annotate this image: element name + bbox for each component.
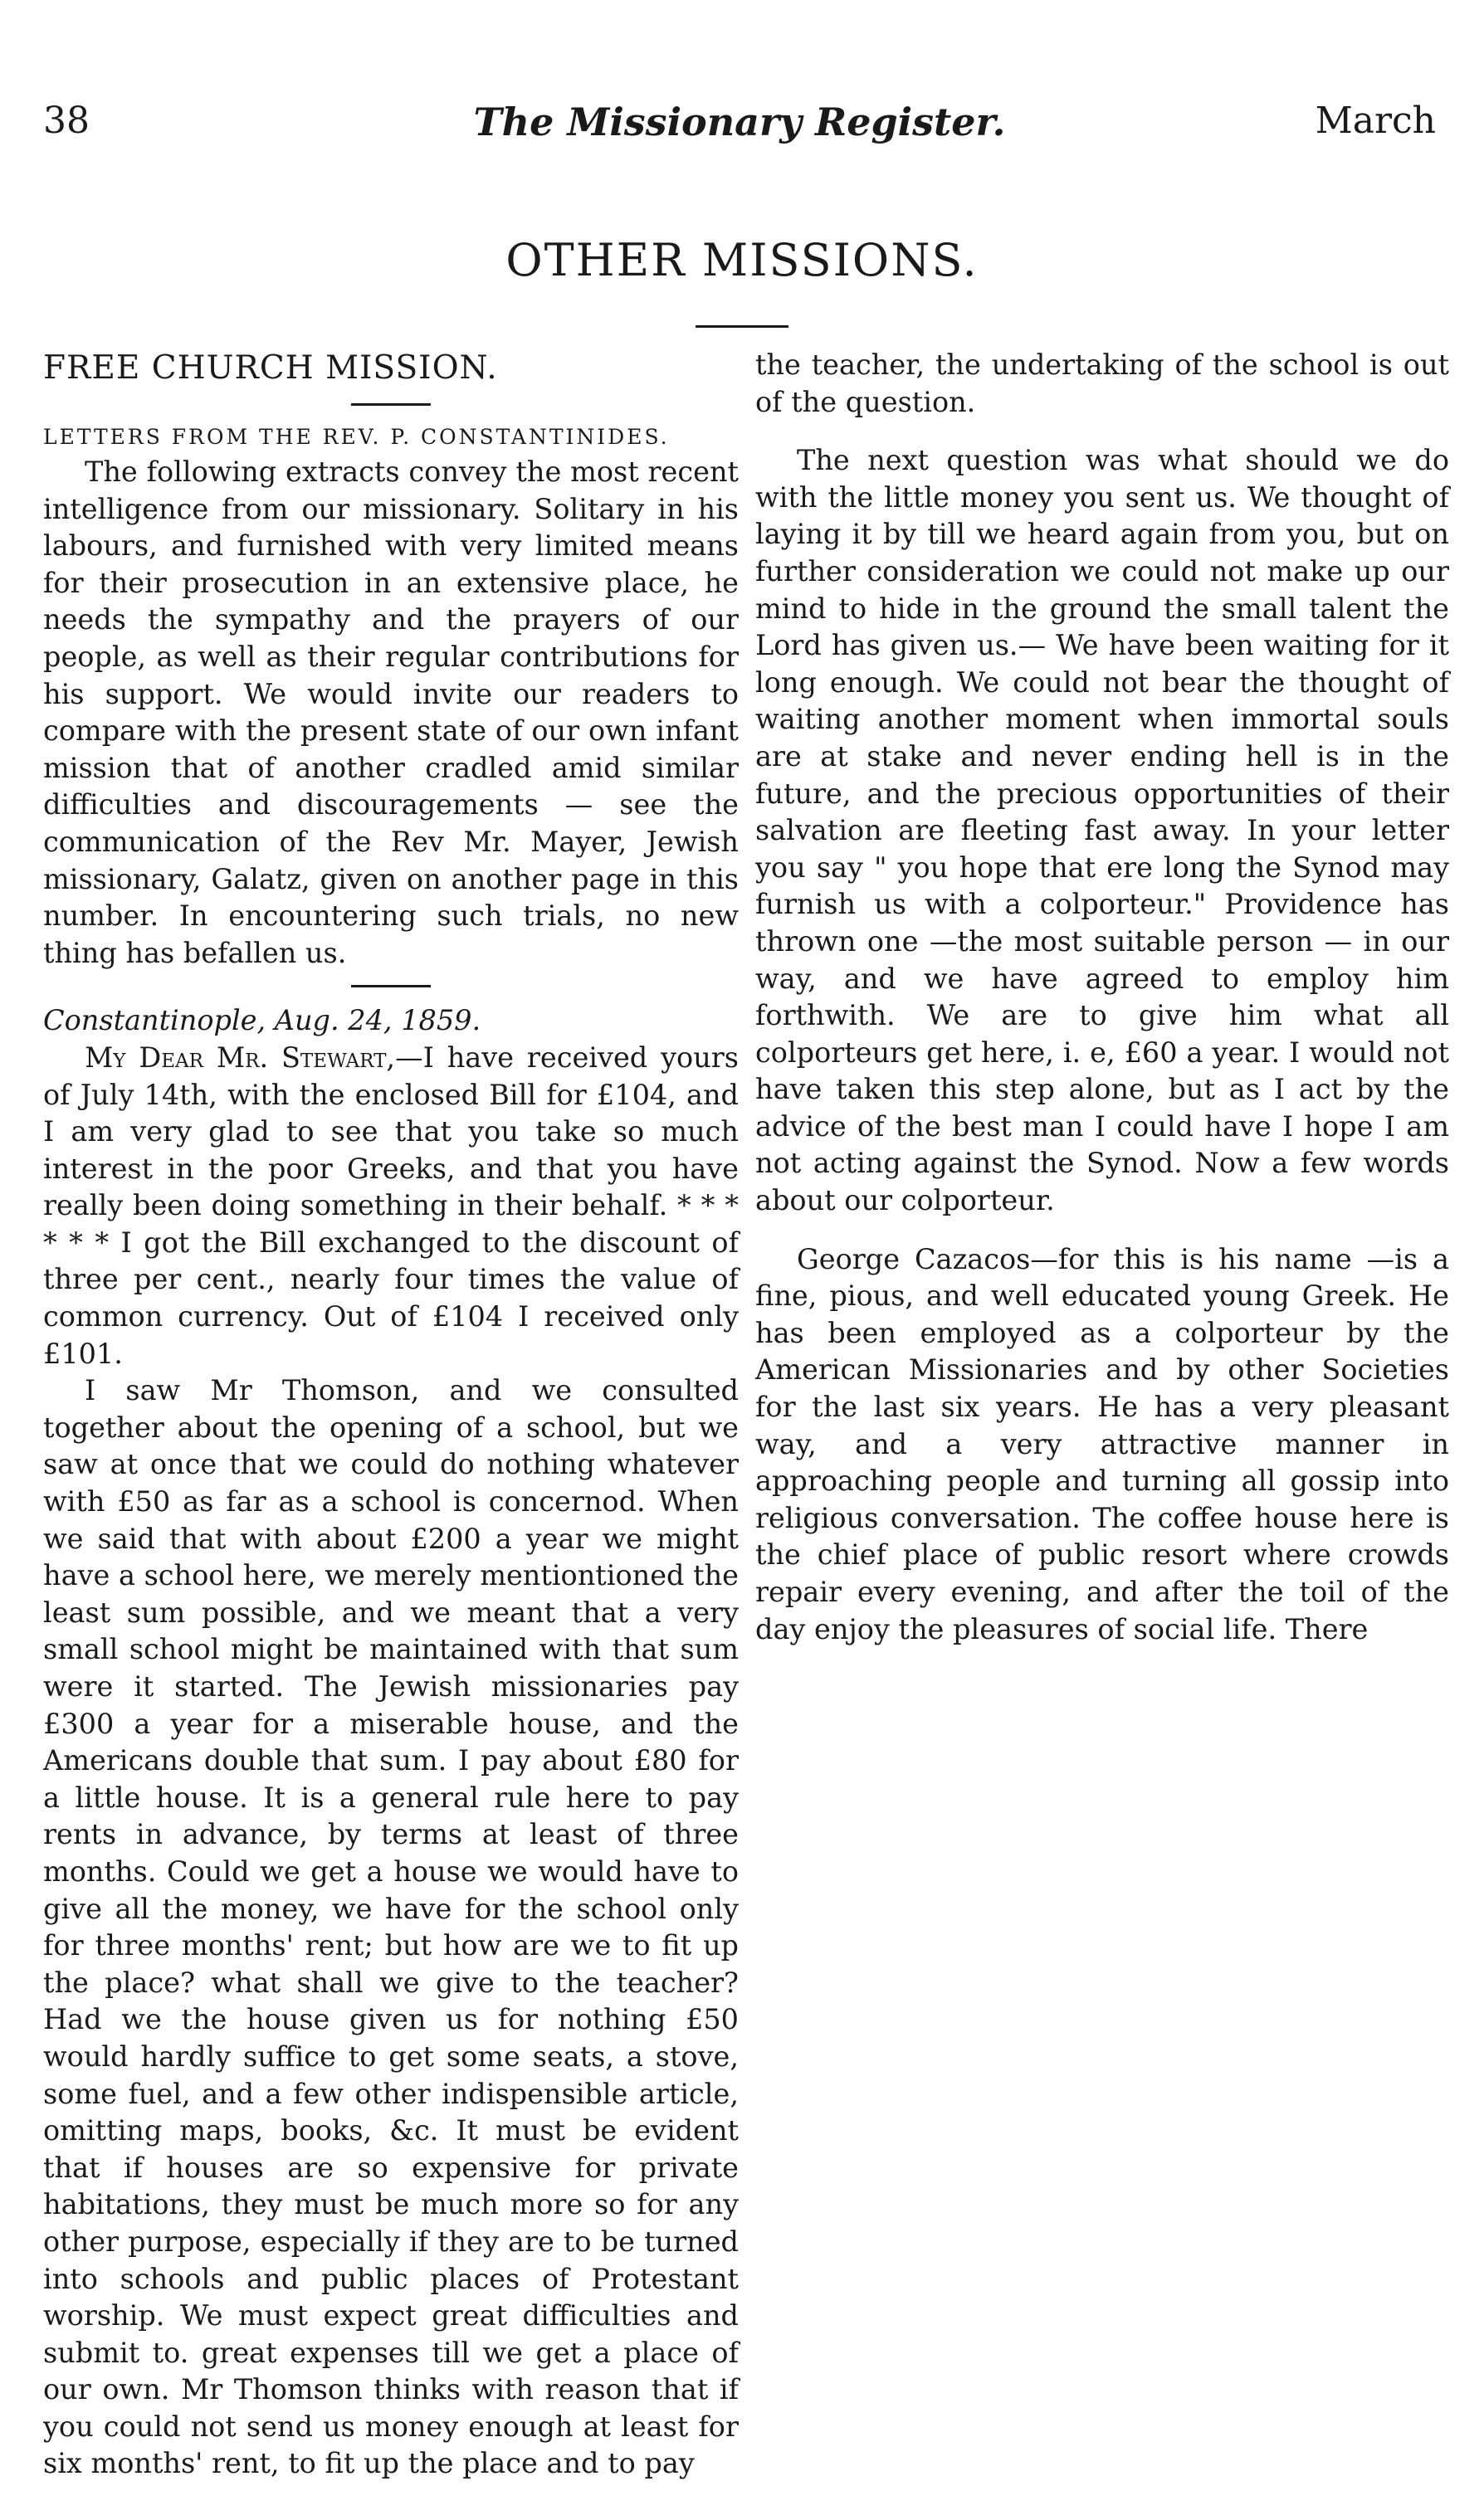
right-column — [755, 347, 1449, 1648]
paragraph-1-text: —I have received yours of July 14th, with the enclosed Bill for £104, and I am very glad to see that you take so much interest in the poor Greeks, and that you have really been doing something in their behalf. * * * * * * I got the Bill exchanged to the discount of three per cent., nearly four times the value of common currency. Out of £104 I received only £101. — [43, 1041, 739, 1370]
mission-title: FREE CHURCH MISSION. — [43, 349, 498, 387]
intro-paragraph: The following extracts convey the most recent intelligence from our missionary. Solitary in his labours, and furnished with very limited means for their prosecution in an extensive place, he needs the sympathy and the prayers of our people, as well as their regular contributions for his support. We would invite our readers to compare with the present state of our own infant mission that of another cradled amid similar difficulties and discouragements — see the communication of the Rev Mr. Mayer, Jewish missionary, Galatz, given on another page in this number. In encountering such trials, no new thing has befallen us. — [43, 456, 739, 969]
running-title: The Missionary Register. — [473, 100, 1006, 144]
letter-paragraph-2: I saw Mr Thomson, and we consulted together about the opening of a school, but we saw at once that we could do nothing whatever with £50 as far as a school is concernod. When we said that with about £200 a year we might have a school here, we merely mentiontioned the least sum possible, and we meant that a very small school might be maintained with that sum were it started. The Jewish missionaries pay £300 a year for a miserable house, and the Americans double that sum. I pay about £80 for a little house. It is a general rule here to pay rents in advance, by terms at least of three months. Could we get a house we would have to give all the money, we have for the school only for three months' rent; but how are we to fit up the place? what shall we give to the teacher? Had we the house given us for nothing £50 would hardly suffice to get some seats, a stove, some fuel, and a few other indispensible article, omitting maps, books, &c. It must be evident that if houses are so expensive for private habitations, they must be much more so for any other purpose, especially if they are to be turned into schools and public places of Protestant worship. We must expect great difficulties and submit to. great expenses till we get a place of our own. Mr Thomson thinks with reason that if you could not send us money enough at least for six months' rent, to fit up the place and to pay — [43, 1374, 739, 2480]
page-header — [43, 100, 1436, 158]
paragraph-gap — [755, 1220, 1449, 1241]
left-column — [43, 347, 739, 2483]
letter-paragraph-1 — [43, 1040, 739, 1372]
header-month: March — [1315, 100, 1436, 142]
page-number: 38 — [43, 100, 90, 142]
title-rule — [696, 325, 788, 328]
letters-heading: LETTERS FROM THE REV. P. CONSTANTINIDES. — [43, 425, 670, 449]
salutation: My Dear Mr. Stewart, — [85, 1041, 396, 1074]
letter-paragraph-3: The next question was what should we do with the little money you sent us. We thought of laying it by till we heard again from you, but on further consideration we could not make up our mind to hide in the ground the small talent the Lord has given us.— We have been waiting for it long enough. We could not bear the thought of waiting another moment when immortal souls are at stake and never ending hell is in the future, and the precious opportunities of their salvation are fleeting fast away. In your letter you say " you hope that ere long the Synod may furnish us with a colporteur." Providence has thrown one —the most suitable person — in our way, and we have agreed to employ him forthwith. We are to give him what all colporteurs get here, i. e, £60 a year. I would not have taken this step alone, but as I act by the advice of the best man I could have I hope I am not acting against the Synod. Now a few words about our colporteur. — [755, 444, 1449, 1217]
letter-paragraph-2-continued: the teacher, the undertaking of the school is out of the question. — [755, 349, 1449, 418]
paragraph-gap — [755, 421, 1449, 442]
section-title: OTHER MISSIONS. — [505, 234, 979, 286]
divider-rule — [351, 985, 431, 987]
letter-dateline: Constantinople, Aug. 24, 1859. — [43, 1004, 481, 1037]
divider-rule — [351, 403, 431, 406]
letter-paragraph-4: George Cazacos—for this is his name —is a fine, pious, and well educated young Greek. He has been employed as a colporteur by the American Missionaries and by other Societies for the last six years. He has a very pleasant way, and a very attractive manner in approaching people and turning all gossip into religious conversation. The coffee house here is the chief place of public resort where crowds repair every evening, and after the toil of the day enjoy the pleasures of social life. There — [755, 1242, 1449, 1645]
